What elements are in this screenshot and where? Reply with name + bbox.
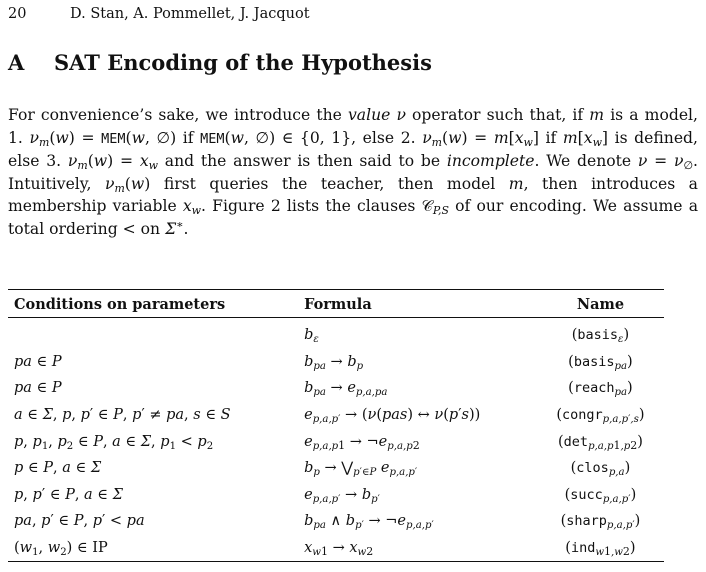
authors: D. Stan, A. Pommellet, J. Jacquot: [70, 6, 310, 22]
cell-name: (succ$_{p,a,p'}$): [564, 486, 637, 505]
col-header-name: Name: [537, 290, 664, 318]
table-row: [8, 482, 664, 509]
body-paragraph: For convenience’s sake, we introduce the value ν operator such that, if m is a model, 1. $\nu_m(w) = MEM(w$, ∅) if MEM(w, ∅) ∈ {0, 1}, else 2. $\nu_m(w) = m[x_w]$ if $m[x_w]$ is defined, else 3. $\nu_m(w) = x_w$ and the answer is then said to be incomplete. We denote $\nu = \nu_\emptyset$. Intuitively, $\nu_m(w)$ first queries the teacher, then model m, then introduces a membership variable $x_w$. Figure 2 lists the clauses 𝒞$_{P,S}$ of our encoding. We assume a total ordering < on Σ∗.: [8, 106, 698, 238]
cell-formula: $e_{p,a,p'} \to b_{p'}$: [304, 486, 380, 505]
table-header-row: [8, 290, 664, 318]
cell-name: (basis$_{pa}$): [568, 353, 633, 372]
cell-condition: p, p′ ∈ P, a ∈ Σ: [14, 486, 123, 503]
cell-condition: pa, p′ ∈ P, p′ < pa: [14, 513, 145, 530]
table-row: [8, 508, 664, 535]
cell-condition: ($w_1$, $w_2$) ∈ IP: [8, 535, 298, 562]
cell-condition: [8, 318, 298, 349]
cell-formula: $e_{p,a,p1}$ → $\neg e_{p,a,p2}$: [304, 433, 420, 452]
cell-condition: pa ∈ P: [14, 353, 62, 370]
col-header-formula: Formula: [298, 290, 537, 318]
encoding-table: [8, 289, 664, 562]
table-row: [8, 375, 664, 402]
cell-formula: $b_\varepsilon$: [304, 327, 319, 346]
page-number: 20: [8, 6, 27, 22]
section-letter: A: [8, 50, 25, 75]
cell-formula: $b_{pa} \to b_p$: [304, 353, 364, 372]
running-header: [8, 6, 310, 22]
cell-name: (ind$_{w1,w2}$): [537, 535, 664, 562]
cell-condition: p, $p_1$, $p_2$ ∈ P, a ∈ Σ, $p_1 < p_2$: [14, 433, 214, 452]
table-row: [8, 455, 664, 482]
cell-formula: $b_{pa} \to e_{p,a,pa}$: [304, 380, 388, 399]
cell-formula: $b_p$ → $⋁_{p'\in P}$ $e_{p,a,p'}$: [304, 460, 418, 479]
cell-name: (basis$_\varepsilon$): [571, 327, 630, 346]
cell-name: (reach$_{pa}$): [568, 380, 633, 399]
cell-condition: a ∈ Σ, p, p′ ∈ P, p′ ≠ pa, s ∈ S: [14, 407, 231, 424]
cell-name: (congr$_{p,a,p',s}$): [556, 407, 645, 426]
cell-formula: $b_{pa}$ ∧ $b_{p'}$ → $\neg e_{p,a,p'}$: [304, 513, 434, 532]
cell-name: (sharp$_{p,a,p'}$): [560, 513, 641, 532]
table-row: [8, 318, 664, 349]
table-row: [8, 402, 664, 429]
cell-name: (clos$_{p,a}$): [570, 460, 631, 479]
section-title: [8, 50, 432, 75]
col-header-conditions: Conditions on parameters: [8, 290, 298, 318]
cell-formula: $x_{w1} \to x_{w2}$: [298, 535, 537, 562]
cell-name: $(\det_{p,a,p1,p2})$: [558, 433, 643, 452]
section-title-text: SAT Encoding of the Hypothesis: [54, 50, 432, 75]
cell-condition: p ∈ P, a ∈ Σ: [14, 460, 102, 477]
table-row: [8, 349, 664, 376]
cell-condition: pa ∈ P: [14, 380, 62, 397]
table-row: [8, 535, 664, 562]
cell-formula: $e_{p,a,p'} \to (\nu(pas)$ ↔ ν(p′s)): [304, 407, 481, 426]
table-row: [8, 428, 664, 455]
